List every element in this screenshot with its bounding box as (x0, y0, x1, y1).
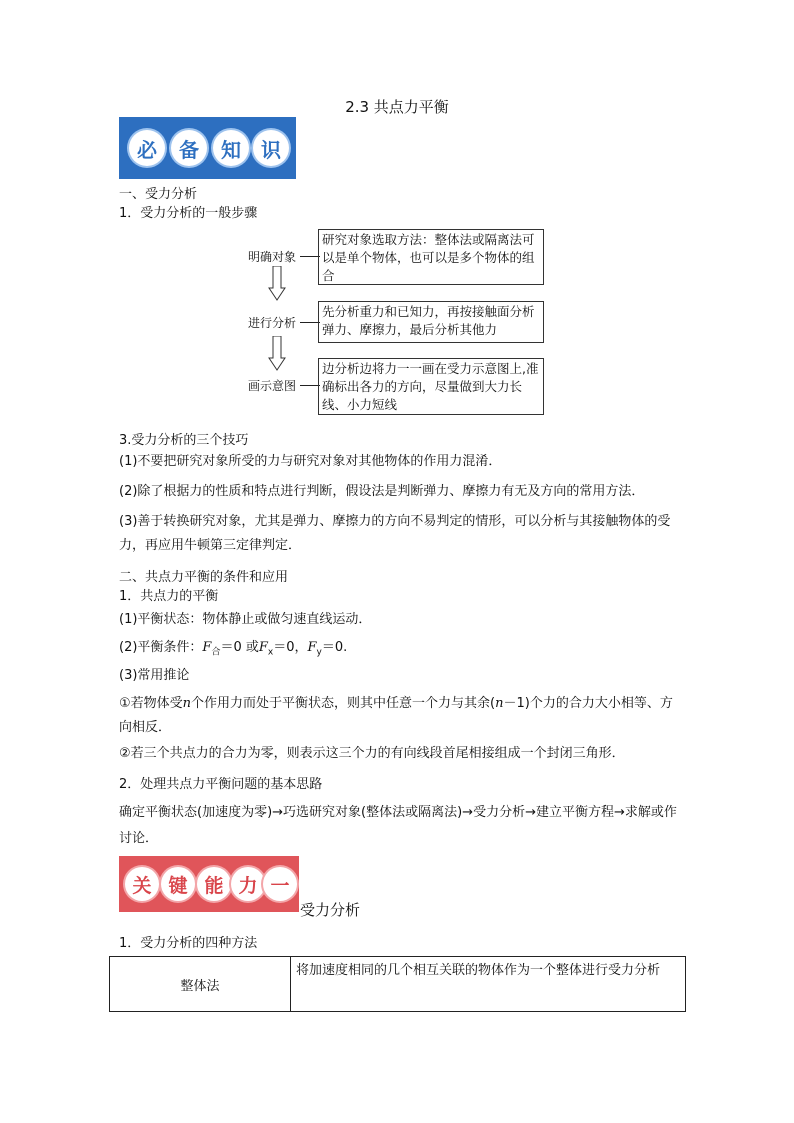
symbol-Fy: F (307, 640, 317, 655)
section2-sub1: 1．共点力的平衡 (119, 589, 219, 604)
inference-1 (119, 692, 684, 740)
symbol-Fx: F (258, 640, 268, 655)
basic-approach: 确定平衡状态(加速度为零)→巧选研究对象(整体法或隔离法)→受力分析→建立平衡方程→求解或作讨论． (119, 805, 677, 846)
section2-sub2: 2．处理共点力平衡问题的基本思路 (119, 777, 323, 792)
banner-char: 力 (231, 867, 265, 901)
banner-char: 识 (253, 130, 289, 166)
table-cell-desc: 将加速度相同的几个相互关联的物体作为一个整体进行受力分析 (296, 963, 661, 978)
banner-char: 关 (125, 867, 159, 901)
inference-2: ②若三个共点力的合力为零，则表示这三个力的有向线段首尾相接组成一个封闭三角形． (119, 746, 625, 761)
banner-essential-knowledge (119, 117, 296, 179)
symbol-n: n (182, 696, 192, 711)
flow-box-analyze: 先分析重力和已知力，再按接触面分析弹力、摩擦力，最后分析其他力 (318, 301, 544, 343)
condition-text: ＝0， (273, 640, 308, 655)
section1-heading: 一、受力分析 (119, 187, 198, 202)
inference-text: ①若物体受 (119, 696, 183, 711)
banner-key-ability (119, 856, 299, 912)
table-cell-method: 整体法 (110, 957, 291, 1011)
flow-box-draw: 边分析边将力一一画在受力示意图上,准确标出各力的方向，尽量做到大力长线、小力短线 (318, 358, 544, 415)
inference-title: (3)常用推论 (119, 668, 190, 683)
flow-label-identify: 明确对象 (248, 250, 297, 264)
equilibrium-state: (1)平衡状态：物体静止或做匀速直线运动． (119, 612, 372, 627)
inference-text: 个作用力而处于平衡状态，则其中任意一个力与其余( (191, 696, 496, 711)
subscript-net: 合 (211, 647, 221, 658)
down-arrow-icon (268, 336, 286, 372)
section2-heading: 二、共点力平衡的条件和应用 (119, 570, 289, 585)
banner-char: 备 (171, 130, 207, 166)
flow-connector (300, 322, 320, 323)
condition-text: ＝0. (321, 640, 348, 655)
tip-1: (1)不要把研究对象所受的力与研究对象对其他物体的作用力混淆． (119, 454, 502, 469)
section1-sub1: 1．受力分析的一般步骤 (119, 206, 258, 221)
condition-prefix: (2)平衡条件： (119, 640, 203, 655)
banner-char: 一 (263, 867, 297, 901)
methods-table (109, 956, 686, 1012)
flow-label-draw: 画示意图 (248, 379, 297, 393)
inference-text: －1)个力的合力大小相等、方向相反． (119, 696, 673, 735)
tip-3: (3)善于转换研究对象，尤其是弹力、摩擦力的方向不易判定的情形，可以分析与其接触物体的受力，再应用牛顿第三定律判定． (119, 514, 671, 553)
flow-connector (300, 385, 320, 386)
section3-sub1: 1．受力分析的四种方法 (119, 936, 258, 951)
flow-box-identify: 研究对象选取方法：整体法或隔离法可以是单个物体，也可以是多个物体的组合 (318, 229, 544, 285)
section1-sub3: 3.受力分析的三个技巧 (119, 433, 249, 448)
flow-label-analyze: 进行分析 (248, 316, 297, 330)
symbol-n: n (495, 696, 504, 711)
condition-text: ＝0 或 (220, 640, 259, 655)
subscript-y: y (316, 647, 322, 658)
banner-char: 知 (213, 130, 249, 166)
banner-char: 键 (161, 867, 195, 901)
symbol-F: F (202, 640, 212, 655)
tip-2: (2)除了根据力的性质和特点进行判断，假设法是判断弹力、摩擦力有无及方向的常用方法． (119, 484, 645, 499)
flow-connector (300, 256, 320, 257)
banner-char: 能 (197, 867, 231, 901)
banner-char: 必 (129, 130, 165, 166)
subscript-x: x (267, 647, 274, 658)
down-arrow-icon (268, 266, 286, 302)
equilibrium-condition (119, 638, 347, 663)
page-title: 2.3 共点力平衡 (345, 98, 449, 116)
banner-caption: 受力分析 (300, 901, 361, 919)
